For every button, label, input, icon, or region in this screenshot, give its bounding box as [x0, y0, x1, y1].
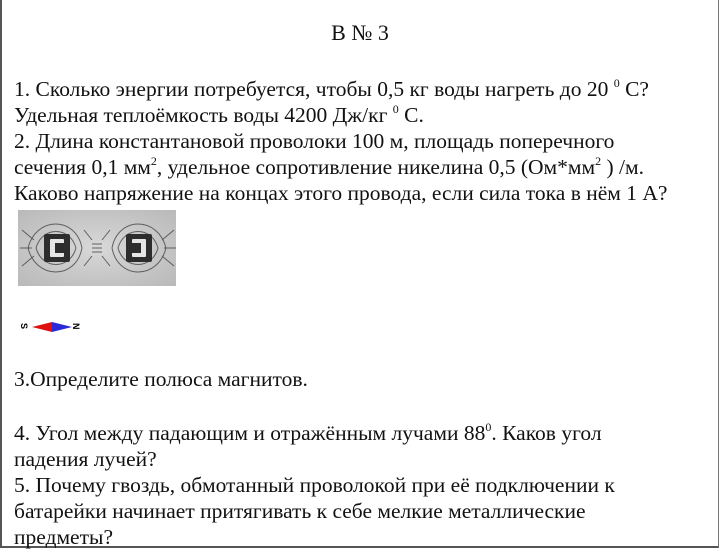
compass-north-half — [52, 322, 72, 332]
compass-needle-icon — [18, 316, 82, 336]
question-4 — [14, 420, 714, 472]
question-5 — [14, 472, 714, 550]
question-2 — [14, 128, 714, 206]
compass-s-label: S — [19, 323, 29, 330]
magnets-field-image — [18, 210, 176, 286]
question-2-line-2: сечения 0,1 $мм^2$, удельное сопротивление никелина 0,5 ($Ом*мм^2$ ) /м. — [14, 154, 644, 179]
question-1-line-2: Удельная теплоёмкость воды 4200 Дж/кг $^0$ С. — [14, 102, 424, 127]
question-5-line-3: предметы? — [14, 525, 113, 549]
question-5-line-2: батарейки начинает притягивать к себе мелкие металлические — [14, 499, 586, 523]
question-3: 3.Определите полюса магнитов. — [14, 367, 308, 391]
compass-n-label: N — [71, 323, 81, 330]
question-2-line-1: 2. Длина константановой проволоки 100 м, площадь поперечного — [14, 129, 615, 153]
question-1 — [14, 76, 714, 128]
compass-south-half — [32, 322, 52, 332]
question-5-line-1: 5. Почему гвоздь, обмотанный проволокой при её подключении к — [14, 473, 615, 497]
page-title: В № 3 — [331, 20, 389, 45]
question-1-line-1: 1. Сколько энергии потребуется, чтобы 0,5 кг воды нагреть до 20 $^0$ С? — [14, 76, 649, 101]
question-4-line-2: падения лучей? — [14, 447, 157, 471]
question-4-line-1: 4. Угол между падающим и отражённым лучами $88^0$. Каков угол — [14, 420, 602, 445]
question-2-line-3: Каково напряжение на концах этого провода, если сила тока в нём 1 А? — [14, 181, 668, 205]
